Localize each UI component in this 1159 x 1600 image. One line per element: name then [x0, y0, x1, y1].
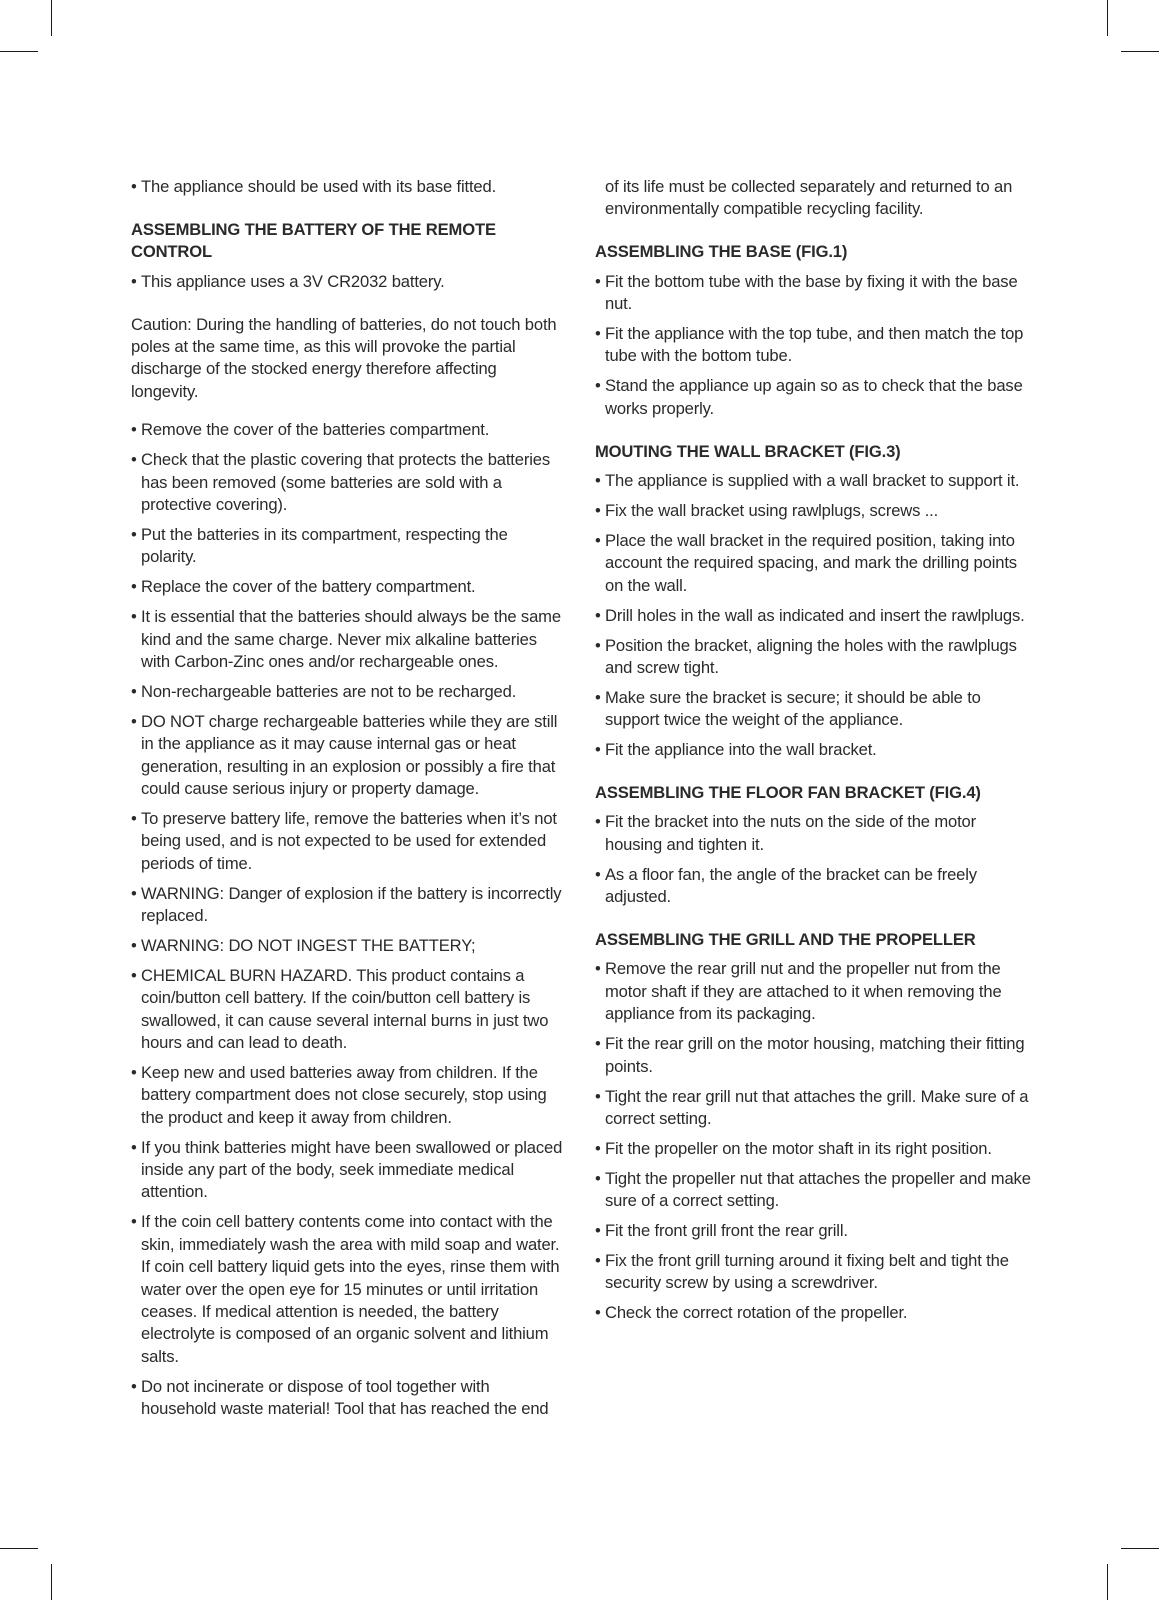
list-item: • Drill holes in the wall as indicated and insert the rawlplugs.	[595, 605, 1035, 627]
list-item: • Position the bracket, aligning the holes with the rawlplugs and screw tight.	[595, 635, 1035, 680]
list-item: • Fix the wall bracket using rawlplugs, screws ...	[595, 500, 1035, 522]
list-item: • Do not incinerate or dispose of tool together with household waste material! Tool that has reached the end	[131, 1376, 567, 1421]
crop-mark-top-left-vertical	[51, 0, 52, 36]
battery-bullet-list	[131, 419, 567, 1420]
list-item: • WARNING: Danger of explosion if the battery is incorrectly replaced.	[131, 883, 567, 928]
section-heading: MOUTING THE WALL BRACKET (FIG.3)	[595, 441, 901, 461]
list-item: • Tight the propeller nut that attaches the propeller and make sure of a correct setting.	[595, 1168, 1035, 1213]
list-item: • Put the batteries in its compartment, respecting the polarity.	[131, 524, 567, 569]
crop-mark-bottom-left-vertical	[51, 1564, 52, 1600]
list-item: • Fit the front grill front the rear grill.	[595, 1220, 1035, 1242]
battery-type-bullet: • This appliance uses a 3V CR2032 battery.	[131, 271, 567, 293]
crop-mark-top-right-horizontal	[1121, 51, 1159, 52]
list-item: • Replace the cover of the battery compartment.	[131, 576, 567, 598]
list-item: • Fix the front grill turning around it fixing belt and tight the security screw by using a screwdriver.	[595, 1250, 1035, 1295]
list-item: • Make sure the bracket is secure; it should be able to support twice the weight of the appliance.	[595, 687, 1035, 732]
caution-paragraph: Caution: During the handling of batteries, do not touch both poles at the same time, as this will provoke the partial discharge of the stocked energy therefore affecting longevity.	[131, 314, 557, 401]
section-floor-fan-bracket	[595, 782, 1035, 909]
crop-mark-top-left-horizontal	[0, 51, 38, 52]
list-item: • Fit the rear grill on the motor housing, matching their fitting points.	[595, 1033, 1035, 1078]
crop-mark-top-right-vertical	[1107, 0, 1108, 36]
list-item: • Place the wall bracket in the required position, taking into account the required spacing, and mark the drilling points on the wall.	[595, 530, 1035, 597]
left-column	[131, 176, 567, 1428]
crop-mark-bottom-left-horizontal	[0, 1548, 38, 1549]
list-item: • As a floor fan, the angle of the bracket can be freely adjusted.	[595, 864, 1035, 909]
crop-mark-bottom-right-horizontal	[1121, 1548, 1159, 1549]
list-item: • If the coin cell battery contents come into contact with the skin, immediately wash the area with mild soap and water. If coin cell battery liquid gets into the eyes, rinse them with water over the open eye for 15 minutes or until irritation ceases. If medical attention is needed, the battery electrolyte is composed of an organic solvent and lithium salts.	[131, 1211, 567, 1368]
list-item: • Remove the cover of the batteries compartment.	[131, 419, 567, 441]
list-item: • It is essential that the batteries should always be the same kind and the same charge. Never mix alkaline batteries with Carbon-Zinc ones and/or rechargeable ones.	[131, 606, 567, 673]
battery-heading: ASSEMBLING THE BATTERY OF THE REMOTE CONTROL	[131, 219, 496, 262]
section-wall-bracket	[595, 441, 1035, 762]
list-item: • DO NOT charge rechargeable batteries while they are still in the appliance as it may cause internal gas or heat generation, resulting in an explosion or possibly a fire that could cause serious injury or property damage.	[131, 711, 567, 801]
list-item: • If you think batteries might have been swallowed or placed inside any part of the body, seek immediate medical attention.	[131, 1137, 567, 1204]
list-item: • Check the correct rotation of the propeller.	[595, 1302, 1035, 1324]
list-item: • Fit the appliance into the wall bracket.	[595, 739, 1035, 761]
list-item: • Tight the rear grill nut that attaches the grill. Make sure of a correct setting.	[595, 1086, 1035, 1131]
intro-bullet: • The appliance should be used with its base fitted.	[131, 176, 567, 198]
list-item: • Fit the appliance with the top tube, and then match the top tube with the bottom tube.	[595, 323, 1035, 368]
list-item: • WARNING: DO NOT INGEST THE BATTERY;	[131, 935, 567, 957]
section-heading: ASSEMBLING THE FLOOR FAN BRACKET (FIG.4)	[595, 783, 981, 803]
list-item: • Stand the appliance up again so as to check that the base works properly.	[595, 375, 1035, 420]
crop-mark-bottom-right-vertical	[1107, 1564, 1108, 1600]
right-column	[595, 176, 1035, 1332]
continued-text: of its life must be collected separately and returned to an environmentally compatible recycling facility.	[605, 177, 1013, 219]
section-heading: ASSEMBLING THE BASE (FIG.1)	[595, 242, 848, 262]
section-base	[595, 241, 1035, 420]
section-grill-propeller	[595, 929, 1035, 1325]
list-item: • CHEMICAL BURN HAZARD. This product contains a coin/button cell battery. If the coin/button cell battery is swallowed, it can cause several internal burns in just two hours and can lead to death.	[131, 965, 567, 1055]
list-item: • Fit the propeller on the motor shaft in its right position.	[595, 1138, 1035, 1160]
list-item: • Remove the rear grill nut and the propeller nut from the motor shaft if they are attached to it when removing the appliance from its packaging.	[595, 958, 1035, 1025]
list-item: • Fit the bracket into the nuts on the side of the motor housing and tighten it.	[595, 811, 1035, 856]
list-item: • The appliance is supplied with a wall bracket to support it.	[595, 470, 1035, 492]
list-item: • To preserve battery life, remove the batteries when it’s not being used, and is not expected to be used for extended periods of time.	[131, 808, 567, 875]
list-item: • Fit the bottom tube with the base by fixing it with the base nut.	[595, 271, 1035, 316]
list-item: • Check that the plastic covering that protects the batteries has been removed (some batteries are sold with a protective covering).	[131, 449, 567, 516]
list-item: • Non-rechargeable batteries are not to be recharged.	[131, 681, 567, 703]
section-heading: ASSEMBLING THE GRILL AND THE PROPELLER	[595, 930, 976, 950]
list-item: • Keep new and used batteries away from children. If the battery compartment does not close securely, stop using the product and keep it away from children.	[131, 1062, 567, 1129]
